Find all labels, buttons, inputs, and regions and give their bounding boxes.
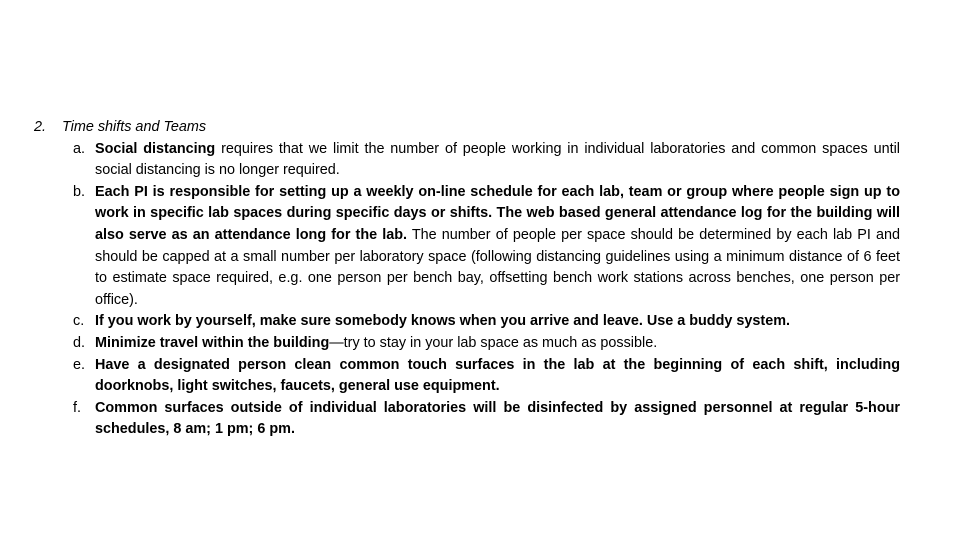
list-item-c xyxy=(73,311,900,333)
item-bold-lead: If you work by yourself, make sure somebody knows when you arrive and leave. Use a buddy system. xyxy=(95,313,790,330)
item-bold-lead: Each PI is responsible for setting up a weekly on-line schedule for each lab, team or group where people sign up to work in specific lab spaces during specific days or shifts. The web based general attendance log for the building will also serve as an attendance long for the lab. xyxy=(95,183,900,243)
list-item-a xyxy=(73,139,900,182)
item-letter: d. xyxy=(73,334,86,351)
item-letter: e. xyxy=(73,356,86,373)
item-body: —try to stay in your lab space as much as possible. xyxy=(329,334,658,351)
item-text xyxy=(95,311,900,333)
item-letter: f. xyxy=(73,399,81,416)
item-list xyxy=(34,139,900,441)
item-text xyxy=(95,182,900,312)
item-letter: a. xyxy=(73,140,86,157)
item-bold-lead: Have a designated person clean common touch surfaces in the lab at the beginning of each shift, including doorknobs, light switches, faucets, general use equipment. xyxy=(95,356,900,395)
list-item-d xyxy=(73,333,900,355)
item-bold-lead: Social distancing xyxy=(95,140,216,157)
item-letter: c. xyxy=(73,313,85,330)
section-heading xyxy=(34,117,900,139)
item-bold-lead: Minimize travel within the building xyxy=(95,334,330,351)
item-text xyxy=(95,139,900,182)
item-body: The number of people per space should be determined by each lab PI and should be capped at a small number per laboratory space (following distancing guidelines using a minimum distance of 6 feet to estimate space required, e.g. one person per bench bay, offsetting bench work stations across benches, one person per office). xyxy=(95,226,900,308)
item-text xyxy=(95,333,900,355)
item-body: requires that we limit the number of people working in individual laboratories and common spaces until social distancing is no longer required. xyxy=(95,140,900,179)
item-text xyxy=(95,398,900,441)
item-bold-lead: Common surfaces outside of individual laboratories will be disinfected by assigned personnel at regular 5-hour schedules, 8 am; 1 pm; 6 pm. xyxy=(95,399,900,438)
list-item-e xyxy=(73,355,900,398)
section-title: Time shifts and Teams xyxy=(62,119,207,135)
item-text xyxy=(95,355,900,398)
item-letter: b. xyxy=(73,183,86,200)
section-number: 2. xyxy=(34,119,47,135)
list-item-f xyxy=(73,398,900,441)
slide-content xyxy=(34,117,900,441)
list-item-b xyxy=(73,182,900,312)
